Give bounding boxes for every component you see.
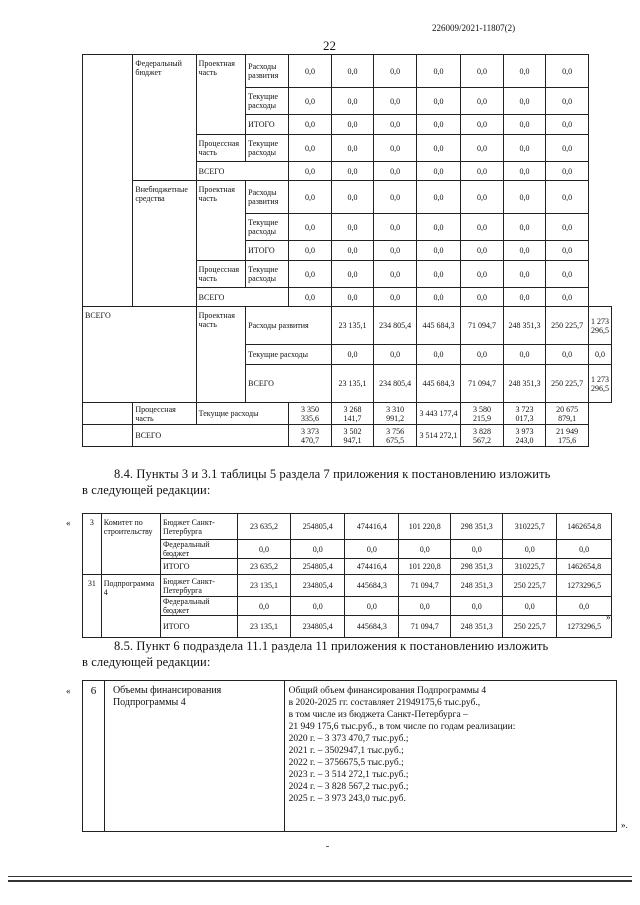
value-cell: 0,0 bbox=[374, 214, 417, 241]
value-cell: 250 225,7 bbox=[503, 575, 557, 597]
value-cell: 3 502 947,1 bbox=[331, 425, 374, 447]
table-row bbox=[83, 307, 612, 345]
value-cell: 298 351,3 bbox=[451, 559, 503, 575]
value-cell: 3 973 243,0 bbox=[503, 425, 546, 447]
value-cell: 0,0 bbox=[461, 135, 504, 162]
value-cell: 0,0 bbox=[461, 88, 504, 115]
expense-type-cell: Текущие расходы bbox=[246, 345, 332, 365]
funding-source: ИТОГО bbox=[160, 559, 237, 575]
value-cell: 0,0 bbox=[345, 597, 399, 616]
text-line: в 2020-2025 гг. составляет 21949175,6 тыс.руб., bbox=[288, 698, 481, 708]
item-name: Подпрограмма 4 bbox=[101, 575, 160, 638]
value-cell: 0,0 bbox=[503, 214, 546, 241]
paragraph-8-5 bbox=[82, 638, 602, 670]
value-cell: 71 094,7 bbox=[461, 365, 504, 403]
table-row bbox=[83, 597, 612, 616]
value-cell: 23 635,2 bbox=[237, 514, 291, 540]
table-row bbox=[83, 403, 612, 425]
item-name: Объемы финансирования Подпрограммы 4 bbox=[104, 681, 284, 832]
value-cell: 0,0 bbox=[374, 135, 417, 162]
value-cell: 3 514 272,1 bbox=[416, 425, 460, 447]
part-cell: Процессная часть bbox=[133, 403, 196, 425]
value-cell: 0,0 bbox=[416, 115, 460, 135]
funding-source: Федеральный бюджет bbox=[160, 540, 237, 559]
document-id: 226009/2021-11807(2) bbox=[432, 23, 516, 33]
value-cell: 3 828 567,2 bbox=[461, 425, 504, 447]
value-cell: 0,0 bbox=[374, 181, 417, 214]
value-cell: 0,0 bbox=[461, 345, 504, 365]
value-cell: 21 949 175,6 bbox=[546, 425, 589, 447]
value-cell: 0,0 bbox=[546, 88, 589, 115]
value-cell: 0,0 bbox=[374, 345, 417, 365]
text-line: 2020 г. – 3 373 470,7 тыс.руб.; bbox=[288, 734, 409, 744]
value-cell: 0,0 bbox=[546, 261, 589, 288]
quote-close: ». bbox=[621, 820, 628, 830]
expense-type-cell: ВСЕГО bbox=[246, 365, 332, 403]
value-cell: 23 635,2 bbox=[237, 559, 291, 575]
value-cell: 0,0 bbox=[416, 241, 460, 261]
value-cell: 0,0 bbox=[374, 88, 417, 115]
value-cell: 0,0 bbox=[331, 88, 374, 115]
value-cell: 3 350 335,6 bbox=[289, 403, 332, 425]
value-cell: 0,0 bbox=[289, 88, 332, 115]
value-cell: 0,0 bbox=[289, 261, 332, 288]
value-cell: 20 675 879,1 bbox=[546, 403, 589, 425]
value-cell: 0,0 bbox=[291, 597, 345, 616]
value-cell: 0,0 bbox=[374, 288, 417, 307]
value-cell: 3 580 215,9 bbox=[461, 403, 504, 425]
value-cell: 3 373 470,7 bbox=[289, 425, 332, 447]
value-cell: 0,0 bbox=[331, 55, 374, 88]
value-cell: 23 135,1 bbox=[237, 575, 291, 597]
value-cell: 0,0 bbox=[289, 162, 332, 181]
item-text bbox=[284, 681, 616, 832]
value-cell: 1 273 296,5 bbox=[589, 365, 612, 403]
value-cell: 0,0 bbox=[416, 345, 460, 365]
stray-mark bbox=[326, 846, 329, 847]
quote-close: ». bbox=[606, 612, 613, 622]
value-cell: 0,0 bbox=[546, 288, 589, 307]
expense-type-cell: Расходы развития bbox=[246, 181, 289, 214]
value-cell: 23 135,1 bbox=[331, 307, 374, 345]
value-cell: 0,0 bbox=[589, 345, 612, 365]
value-cell: 0,0 bbox=[503, 162, 546, 181]
text-line: 2024 г. – 3 828 567,2 тыс.руб.; bbox=[288, 782, 409, 792]
funding-source: Федеральный бюджет bbox=[160, 597, 237, 616]
paragraph-8-4 bbox=[82, 466, 602, 498]
paragraph-text: в следующей редакции: bbox=[82, 483, 211, 497]
value-cell: 234 805,4 bbox=[374, 365, 417, 403]
item-name: Комитет по строительству bbox=[101, 514, 160, 575]
value-cell: 248 351,3 bbox=[451, 616, 503, 638]
quote-open: « bbox=[66, 518, 71, 528]
value-cell: 23 135,1 bbox=[331, 365, 374, 403]
value-cell: 445 684,3 bbox=[416, 365, 460, 403]
text-line: 2021 г. – 3502947,1 тыс.руб.; bbox=[288, 746, 404, 756]
value-cell: 250 225,7 bbox=[546, 307, 589, 345]
expense-type-cell: ИТОГО bbox=[246, 115, 289, 135]
value-cell: 234805,4 bbox=[291, 616, 345, 638]
value-cell: 0,0 bbox=[461, 241, 504, 261]
footer-rule bbox=[8, 876, 632, 877]
value-cell: 101 220,8 bbox=[399, 559, 451, 575]
expense-type-cell: ИТОГО bbox=[246, 241, 289, 261]
value-cell: 0,0 bbox=[289, 135, 332, 162]
value-cell: 445684,3 bbox=[345, 575, 399, 597]
value-cell: 254805,4 bbox=[291, 559, 345, 575]
text-line: Общий объем финансирования Подпрограммы 4 bbox=[288, 686, 487, 696]
value-cell: 254805,4 bbox=[291, 514, 345, 540]
value-cell: 0,0 bbox=[237, 540, 291, 559]
value-cell: 0,0 bbox=[557, 597, 612, 616]
value-cell: 0,0 bbox=[289, 288, 332, 307]
value-cell: 3 756 675,5 bbox=[374, 425, 417, 447]
value-cell: 0,0 bbox=[416, 214, 460, 241]
expense-type-cell: Расходы развития bbox=[246, 55, 289, 88]
total-label: ВСЕГО bbox=[133, 425, 289, 447]
value-cell: 0,0 bbox=[291, 540, 345, 559]
part-cell: Процессная часть bbox=[196, 135, 245, 162]
text-line: 2025 г. – 3 973 243,0 тыс.руб. bbox=[288, 794, 406, 804]
part-cell: Проектная часть bbox=[196, 55, 245, 135]
item-number: 3 bbox=[83, 514, 102, 575]
value-cell: 310225,7 bbox=[503, 514, 557, 540]
value-cell: 0,0 bbox=[416, 162, 460, 181]
expense-type-cell: Текущие расходы bbox=[246, 261, 289, 288]
value-cell: 474416,4 bbox=[345, 559, 399, 575]
source-cell: Внебюджетные средства bbox=[133, 181, 196, 307]
value-cell: 0,0 bbox=[331, 214, 374, 241]
value-cell: 0,0 bbox=[461, 261, 504, 288]
value-cell: 0,0 bbox=[546, 241, 589, 261]
quote-open: « bbox=[66, 686, 71, 696]
value-cell: 0,0 bbox=[503, 55, 546, 88]
value-cell: 0,0 bbox=[461, 115, 504, 135]
value-cell: 234 805,4 bbox=[374, 307, 417, 345]
value-cell: 0,0 bbox=[546, 115, 589, 135]
value-cell: 0,0 bbox=[374, 55, 417, 88]
value-cell: 310225,7 bbox=[503, 559, 557, 575]
value-cell: 0,0 bbox=[331, 345, 374, 365]
table-row bbox=[83, 514, 612, 540]
value-cell: 248 351,3 bbox=[503, 365, 546, 403]
text-line: 21 949 175,6 тыс.руб., в том числе по годам реализации: bbox=[288, 722, 516, 732]
value-cell: 1273296,5 bbox=[557, 616, 612, 638]
value-cell: 0,0 bbox=[503, 540, 557, 559]
expense-type-cell: Расходы развития bbox=[246, 307, 332, 345]
value-cell: 0,0 bbox=[374, 241, 417, 261]
funding-source: Бюджет Санкт-Петербурга bbox=[160, 575, 237, 597]
paragraph-text: 8.5. Пункт 6 подраздела 11.1 раздела 11 приложения к постановлению изложить bbox=[114, 639, 549, 653]
value-cell: 0,0 bbox=[331, 241, 374, 261]
value-cell: 0,0 bbox=[503, 241, 546, 261]
value-cell: 298 351,3 bbox=[451, 514, 503, 540]
table-5-items bbox=[82, 513, 612, 638]
item-number: 31 bbox=[83, 575, 102, 638]
value-cell: 250 225,7 bbox=[503, 616, 557, 638]
value-cell: 0,0 bbox=[345, 540, 399, 559]
paragraph-text: 8.4. Пункты 3 и 3.1 таблицы 5 раздела 7 приложения к постановлению изложить bbox=[114, 467, 551, 481]
value-cell: 23 135,1 bbox=[237, 616, 291, 638]
value-cell: 445684,3 bbox=[345, 616, 399, 638]
value-cell: 0,0 bbox=[289, 115, 332, 135]
spacer-cell bbox=[83, 425, 133, 447]
value-cell: 0,0 bbox=[289, 241, 332, 261]
value-cell: 0,0 bbox=[557, 540, 612, 559]
funding-source: ИТОГО bbox=[160, 616, 237, 638]
value-cell: 250 225,7 bbox=[546, 365, 589, 403]
value-cell: 0,0 bbox=[503, 288, 546, 307]
value-cell: 0,0 bbox=[416, 135, 460, 162]
expense-type-cell: Текущие расходы bbox=[196, 403, 289, 425]
value-cell: 0,0 bbox=[289, 214, 332, 241]
value-cell: 0,0 bbox=[289, 181, 332, 214]
value-cell: 0,0 bbox=[331, 181, 374, 214]
value-cell: 0,0 bbox=[461, 288, 504, 307]
value-cell: 1 273 296,5 bbox=[589, 307, 612, 345]
value-cell: 0,0 bbox=[546, 55, 589, 88]
table-row bbox=[83, 559, 612, 575]
value-cell: 0,0 bbox=[503, 115, 546, 135]
value-cell: 0,0 bbox=[503, 181, 546, 214]
value-cell: 0,0 bbox=[374, 115, 417, 135]
value-cell: 0,0 bbox=[461, 214, 504, 241]
value-cell: 0,0 bbox=[289, 55, 332, 88]
spacer-cell bbox=[83, 403, 133, 425]
text-line: в том числе из бюджета Санкт-Петербурга – bbox=[288, 710, 468, 720]
value-cell: 0,0 bbox=[546, 162, 589, 181]
value-cell: 3 268 141,7 bbox=[331, 403, 374, 425]
value-cell: 0,0 bbox=[503, 597, 557, 616]
value-cell: 234805,4 bbox=[291, 575, 345, 597]
funding-source: Бюджет Санкт-Петербурга bbox=[160, 514, 237, 540]
value-cell: 0,0 bbox=[374, 261, 417, 288]
value-cell: 0,0 bbox=[461, 162, 504, 181]
part-cell: Проектная часть bbox=[196, 181, 245, 261]
value-cell: 0,0 bbox=[503, 88, 546, 115]
part-cell: Проектная часть bbox=[196, 307, 245, 403]
value-cell: 0,0 bbox=[331, 261, 374, 288]
expense-type-cell: Текущие расходы bbox=[246, 214, 289, 241]
value-cell: 0,0 bbox=[416, 288, 460, 307]
table-row bbox=[83, 575, 612, 597]
total-label: ВСЕГО bbox=[196, 162, 289, 181]
value-cell: 0,0 bbox=[399, 540, 451, 559]
value-cell: 0,0 bbox=[503, 261, 546, 288]
total-label: ВСЕГО bbox=[196, 288, 289, 307]
table-row bbox=[83, 425, 612, 447]
value-cell: 71 094,7 bbox=[461, 307, 504, 345]
spacer-cell bbox=[83, 55, 133, 307]
total-label: ВСЕГО bbox=[83, 307, 197, 403]
source-cell: Федеральный бюджет bbox=[133, 55, 196, 181]
value-cell: 0,0 bbox=[416, 55, 460, 88]
text-line: 2023 г. – 3 514 272,1 тыс.руб.; bbox=[288, 770, 409, 780]
subprogram-4-funding-table bbox=[82, 680, 617, 832]
value-cell: 1273296,5 bbox=[557, 575, 612, 597]
table-row bbox=[83, 616, 612, 638]
value-cell: 0,0 bbox=[546, 214, 589, 241]
table-row bbox=[83, 55, 612, 88]
value-cell: 0,0 bbox=[461, 55, 504, 88]
value-cell: 0,0 bbox=[503, 345, 546, 365]
value-cell: 0,0 bbox=[237, 597, 291, 616]
item-number: 6 bbox=[83, 681, 105, 832]
value-cell: 0,0 bbox=[416, 88, 460, 115]
expense-type-cell: Текущие расходы bbox=[246, 135, 289, 162]
value-cell: 1462654,8 bbox=[557, 514, 612, 540]
value-cell: 248 351,3 bbox=[451, 575, 503, 597]
value-cell: 0,0 bbox=[331, 288, 374, 307]
value-cell: 0,0 bbox=[331, 162, 374, 181]
page-number: 22 bbox=[323, 38, 336, 53]
value-cell: 0,0 bbox=[503, 135, 546, 162]
value-cell: 0,0 bbox=[331, 135, 374, 162]
expense-type-cell: Текущие расходы bbox=[246, 88, 289, 115]
paragraph-text: в следующей редакции: bbox=[82, 655, 211, 669]
value-cell: 3 310 991,2 bbox=[374, 403, 417, 425]
value-cell: 445 684,3 bbox=[416, 307, 460, 345]
value-cell: 0,0 bbox=[399, 597, 451, 616]
value-cell: 0,0 bbox=[331, 115, 374, 135]
value-cell: 0,0 bbox=[546, 135, 589, 162]
value-cell: 474416,4 bbox=[345, 514, 399, 540]
value-cell: 0,0 bbox=[461, 181, 504, 214]
value-cell: 1462654,8 bbox=[557, 559, 612, 575]
value-cell: 71 094,7 bbox=[399, 575, 451, 597]
value-cell: 101 220,8 bbox=[399, 514, 451, 540]
table-row bbox=[83, 181, 612, 214]
value-cell: 3 443 177,4 bbox=[416, 403, 460, 425]
footer-rule bbox=[8, 880, 632, 882]
value-cell: 71 094,7 bbox=[399, 616, 451, 638]
value-cell: 0,0 bbox=[374, 162, 417, 181]
table-row bbox=[83, 540, 612, 559]
value-cell: 0,0 bbox=[416, 261, 460, 288]
part-cell: Процессная часть bbox=[196, 261, 245, 288]
text-line: 2022 г. – 3756675,5 тыс.руб.; bbox=[288, 758, 404, 768]
value-cell: 3 723 017,3 bbox=[503, 403, 546, 425]
value-cell: 248 351,3 bbox=[503, 307, 546, 345]
value-cell: 0,0 bbox=[416, 181, 460, 214]
value-cell: 0,0 bbox=[451, 597, 503, 616]
value-cell: 0,0 bbox=[546, 181, 589, 214]
value-cell: 0,0 bbox=[451, 540, 503, 559]
funding-table-continued bbox=[82, 54, 612, 447]
value-cell: 0,0 bbox=[546, 345, 589, 365]
